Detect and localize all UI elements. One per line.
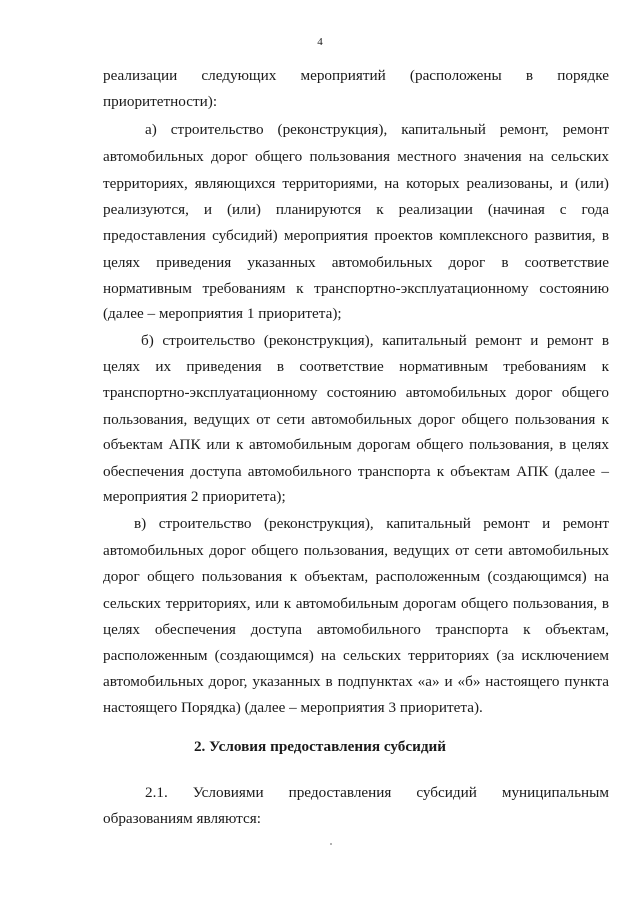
- item-a-line: автомобильных дорог общего пользования местного значения на сельских: [103, 148, 609, 165]
- item-b-line: целях их приведения в соответствие нормативным требованиям к: [103, 358, 609, 375]
- item-a-line: нормативным требованиям к транспортно-эксплуатационному состоянию: [103, 280, 609, 297]
- item-c-line: в) строительство (реконструкция), капитальный ремонт и ремонт: [134, 515, 609, 532]
- clause-line: 2.1. Условиями предоставления субсидий муниципальным: [145, 784, 609, 801]
- item-b-line: пользования, ведущих от сети автомобильных дорог общего пользования к: [103, 411, 609, 428]
- item-b-line: б) строительство (реконструкция), капитальный ремонт и ремонт в: [141, 332, 609, 349]
- item-c-line: расположенным (создающимся) на сельских территориях (за исключением: [103, 647, 609, 664]
- item-a-line: реализуются, и (или) планируются к реализации (начиная с года: [103, 201, 609, 218]
- item-a-line: (далее – мероприятия 1 приоритета);: [103, 305, 342, 322]
- item-c-line: дорог общего пользования к объектам, расположенным (создающимся) на: [103, 568, 609, 585]
- clause-line: образованиям являются:: [103, 810, 261, 827]
- page-number: 4: [317, 36, 323, 48]
- section-heading: 2. Условия предоставления субсидий: [193, 738, 447, 755]
- item-c-line: сельских территориях, или к автомобильным дорогам общего пользования, в: [103, 595, 609, 612]
- item-c-line: автомобильных дорог общего пользования, ведущих от сети автомобильных: [103, 542, 609, 559]
- item-a-line: территориях, являющихся территориями, на которых реализованы, и (или): [103, 175, 609, 192]
- item-b-line: объектам АПК или к автомобильным дорогам общего пользования, в целях: [103, 436, 609, 453]
- item-b-line: обеспечения доступа автомобильного транспорта к объектам АПК (далее –: [103, 463, 609, 480]
- item-a-line: а) строительство (реконструкция), капитальный ремонт, ремонт: [145, 121, 609, 138]
- body-line: приоритетности):: [103, 93, 218, 110]
- item-c-line: настоящего Порядка) (далее – мероприятия 3 приоритета).: [103, 699, 483, 716]
- scan-speck: [330, 843, 332, 845]
- item-c-line: целях обеспечения доступа автомобильного транспорта к объектам,: [103, 621, 609, 638]
- item-c-line: автомобильных дорог, указанных в подпунктах «а» и «б» настоящего пункта: [103, 673, 609, 690]
- item-b-line: мероприятия 2 приоритета);: [103, 488, 286, 505]
- item-b-line: транспортно-эксплуатационному состоянию автомобильных дорог общего: [103, 384, 609, 401]
- item-a-line: целях приведения указанных автомобильных дорог в соответствие: [103, 254, 609, 271]
- body-line: реализации следующих мероприятий (расположены в порядке: [103, 67, 609, 84]
- item-a-line: предоставления субсидий) мероприятия проектов комплексного развития, в: [103, 227, 609, 244]
